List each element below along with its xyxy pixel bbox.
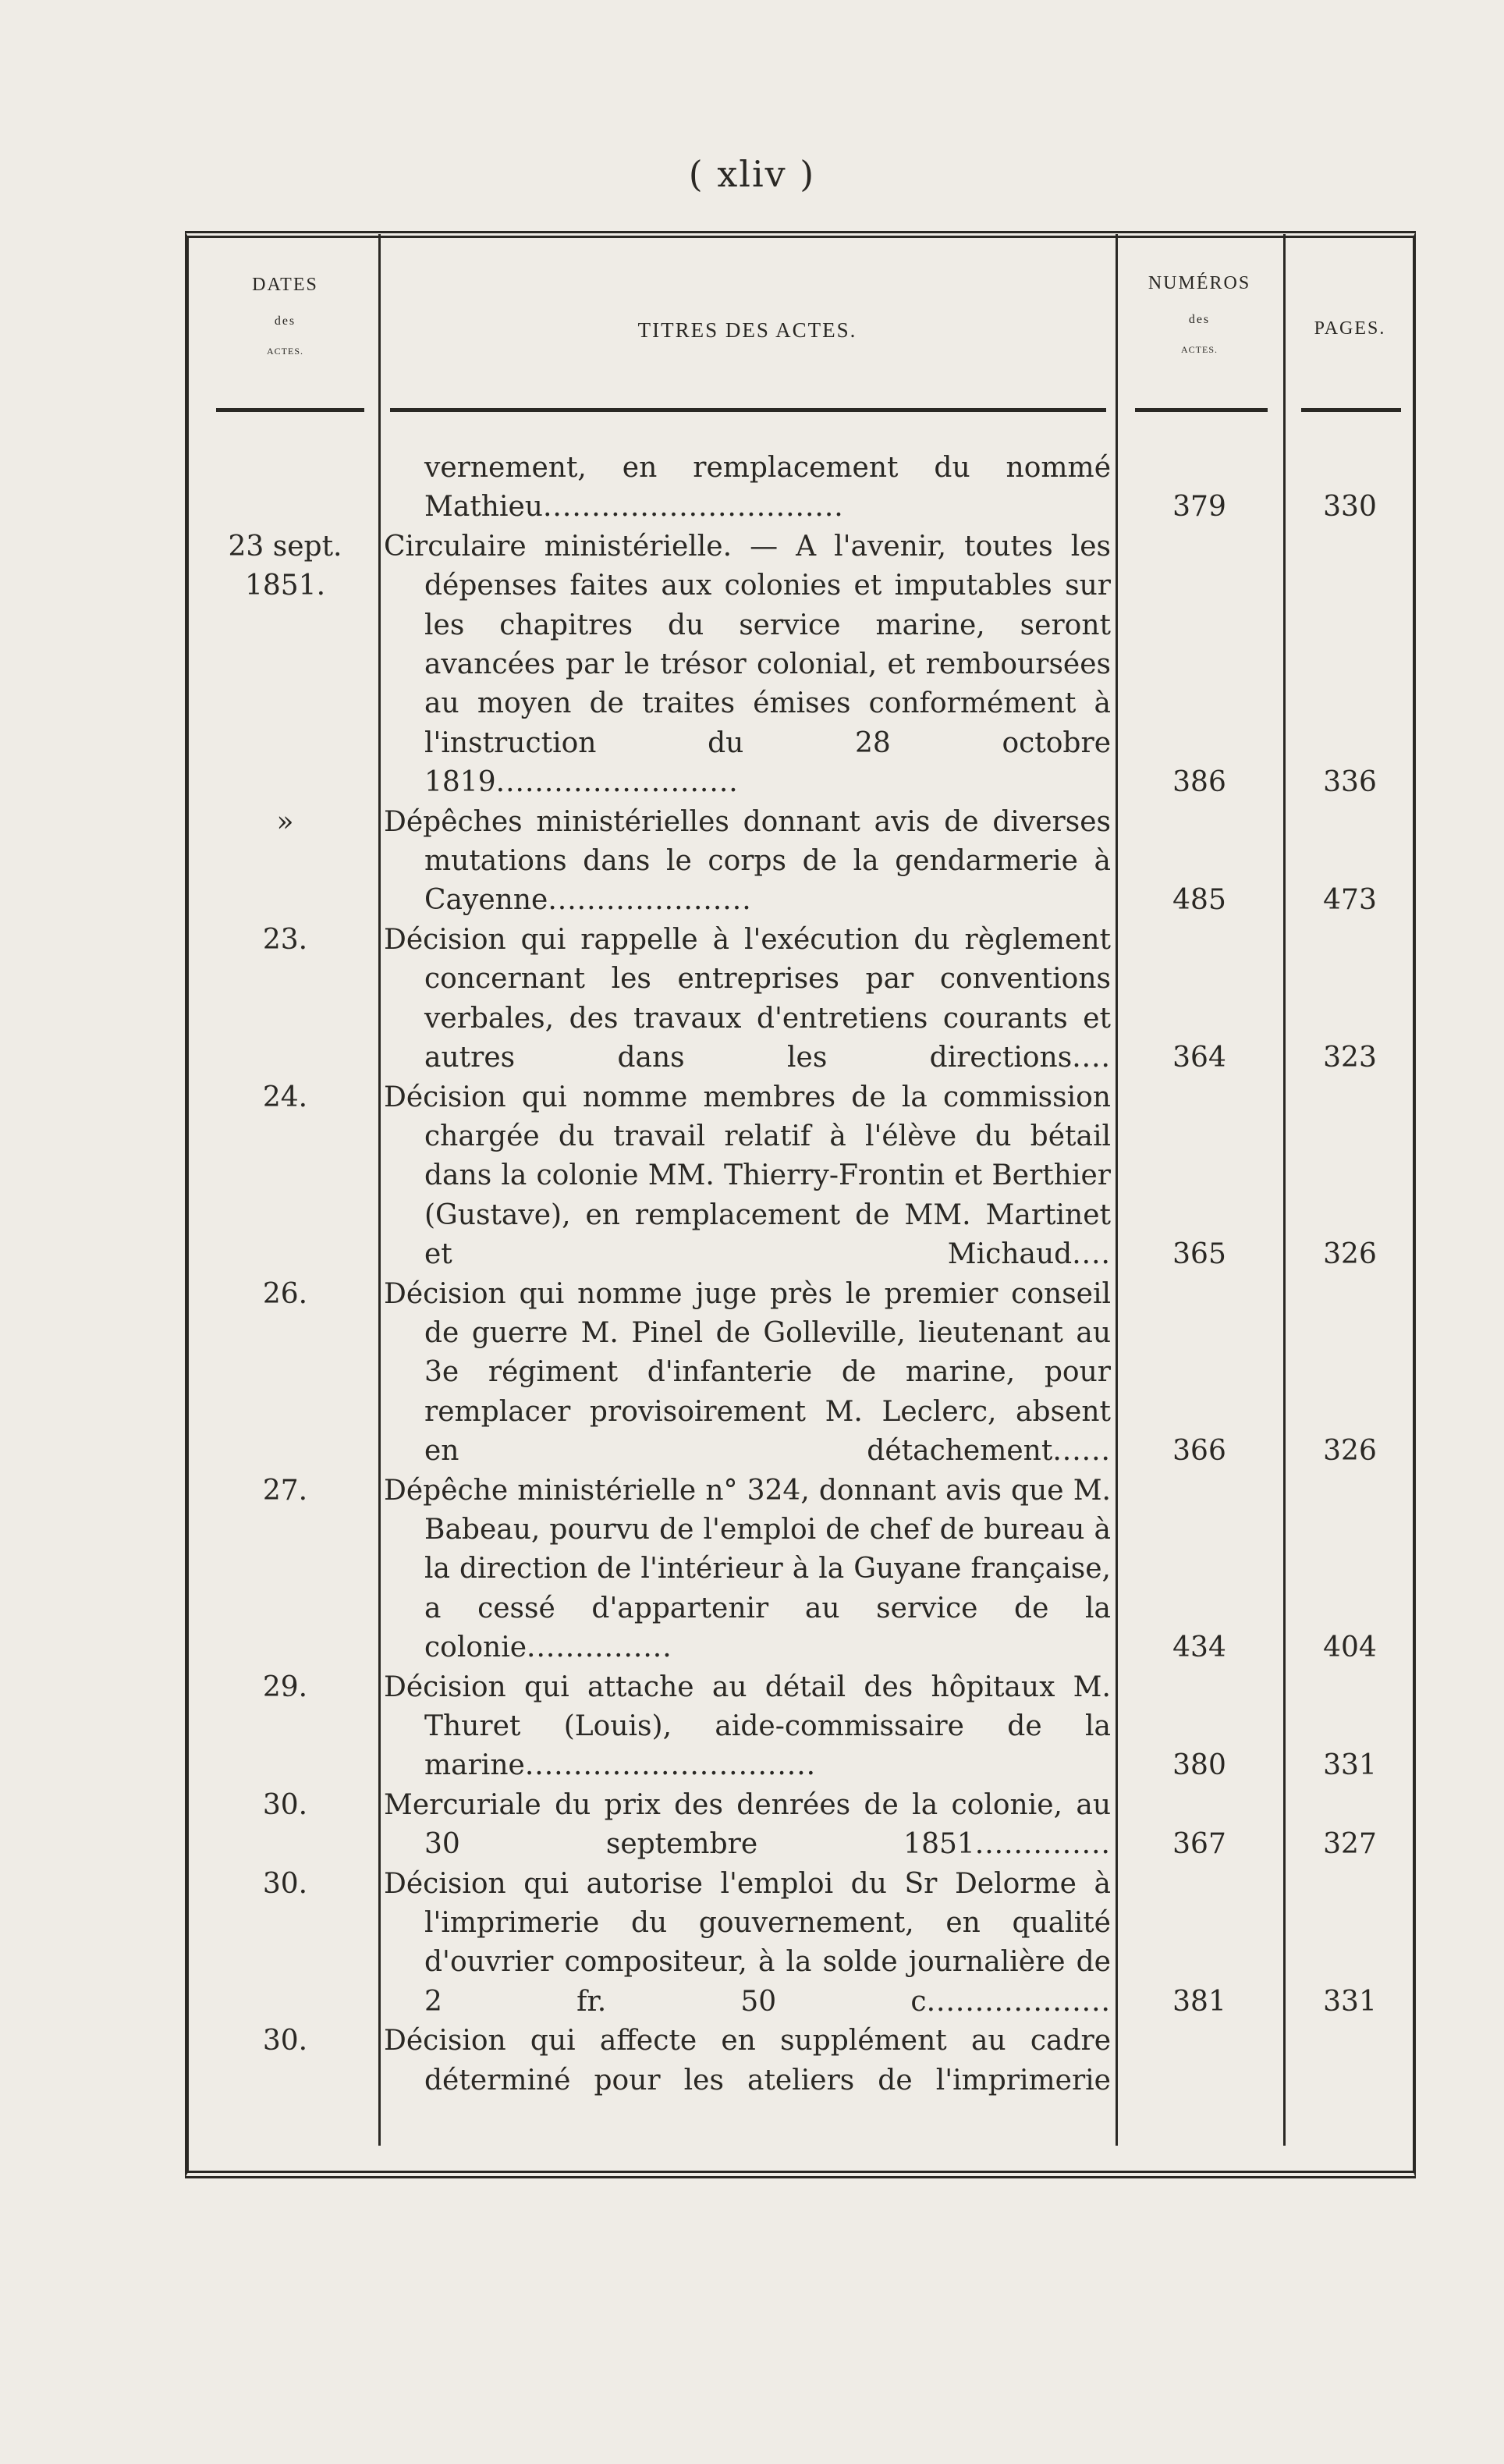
header-titles: TITRES DES ACTES. bbox=[637, 318, 857, 342]
entry-number: 365 bbox=[1172, 1238, 1226, 1271]
entry-page: 336 bbox=[1323, 766, 1377, 799]
entry-title bbox=[384, 1275, 1111, 1472]
entry-date: 30. bbox=[262, 1788, 308, 1821]
entry-date: 23 sept. 1851. bbox=[228, 530, 342, 602]
entry-number: 381 bbox=[1172, 1985, 1226, 2018]
entry-leader-dots: ............................... bbox=[542, 491, 844, 524]
entry-number: 485 bbox=[1172, 884, 1226, 917]
entry-title bbox=[384, 1865, 1111, 2022]
header-rule bbox=[1301, 408, 1401, 412]
header-dates bbox=[197, 275, 373, 357]
entry-date: 24. bbox=[262, 1081, 308, 1113]
entry-title bbox=[384, 803, 1111, 921]
header-rule bbox=[1135, 408, 1268, 412]
entry-leader-dots: ..................... bbox=[548, 884, 752, 917]
entry-page: 326 bbox=[1323, 1238, 1377, 1271]
list-item bbox=[0, 803, 1504, 921]
entry-date: 30. bbox=[262, 1867, 308, 1900]
entry-title-text: Dépêche ministérielle n° 324, donnant avis que M. Babeau, pourvu de l'emploi de chef de bureau à la direction de l'intérieur à la Guyane française, a cessé d'appartenir au service de la colonie bbox=[384, 1474, 1111, 1664]
entry-title-text: Décision qui rappelle à l'exécution du règlement concernant les entreprises par conventions verbales, des travaux d'entretiens courants et autres dans les directions bbox=[384, 923, 1111, 1074]
entry-leader-dots: ................... bbox=[926, 1985, 1111, 2018]
entry-title bbox=[384, 1668, 1111, 1786]
entry-page: 331 bbox=[1323, 1985, 1377, 2018]
entry-number: 367 bbox=[1172, 1828, 1226, 1861]
entry-date: 30. bbox=[262, 2025, 308, 2057]
header-numbers-line2: des bbox=[1188, 313, 1211, 326]
list-item bbox=[0, 1668, 1504, 1786]
page-number: ( xliv ) bbox=[688, 153, 816, 195]
entries-list bbox=[0, 449, 1504, 2100]
header-pages: PAGES. bbox=[1314, 318, 1386, 339]
entry-title-text: Mercuriale du prix des denrées de la colonie, au 30 septembre 1851 bbox=[384, 1788, 1111, 1861]
header-numbers-line1: NUMÉROS bbox=[1148, 273, 1251, 293]
header-dates-line1: DATES bbox=[252, 275, 318, 295]
list-item bbox=[0, 1275, 1504, 1472]
entry-leader-dots: .............. bbox=[974, 1828, 1111, 1861]
entry-number: 386 bbox=[1172, 766, 1226, 799]
list-item bbox=[0, 1786, 1504, 1865]
entry-page: 323 bbox=[1323, 1042, 1377, 1074]
list-item bbox=[0, 1078, 1504, 1275]
list-item bbox=[0, 449, 1504, 527]
header-rule bbox=[390, 408, 1106, 412]
entry-title-text: vernement, en remplacement du nommé Mathieu bbox=[424, 452, 1111, 524]
entry-date: » bbox=[276, 805, 294, 838]
header-dates-line2: des bbox=[274, 314, 296, 328]
entry-number: 379 bbox=[1172, 491, 1226, 524]
entry-leader-dots: ......................... bbox=[495, 766, 739, 799]
entry-leader-dots: ...... bbox=[1052, 1435, 1111, 1468]
entry-number: 364 bbox=[1172, 1042, 1226, 1074]
entry-date: 23. bbox=[262, 923, 308, 956]
entry-title-text: Décision qui nomme juge près le premier conseil de guerre M. Pinel de Golleville, lieutenant au 3e régiment d'infanterie de marine, pour remplacer provisoirement M. Leclerc, absent en détachement bbox=[384, 1277, 1111, 1468]
entry-title bbox=[384, 2022, 1111, 2100]
header-numbers bbox=[1119, 273, 1279, 356]
entry-date: 29. bbox=[262, 1670, 308, 1703]
header-rule bbox=[216, 408, 364, 412]
entry-title-text: Décision qui affecte en supplément au cadre déterminé pour les ateliers de l'imprimerie bbox=[384, 2025, 1111, 2097]
entry-leader-dots: .... bbox=[1072, 1042, 1111, 1074]
entry-number: 366 bbox=[1172, 1435, 1226, 1468]
entry-date: 26. bbox=[262, 1277, 308, 1310]
list-item bbox=[0, 1865, 1504, 2022]
entry-page: 327 bbox=[1323, 1828, 1377, 1861]
entry-page: 331 bbox=[1323, 1749, 1377, 1782]
header-dates-line3: ACTES. bbox=[266, 346, 303, 357]
entry-title bbox=[384, 921, 1111, 1078]
entry-leader-dots: .... bbox=[1072, 1238, 1111, 1271]
entry-leader-dots: ............... bbox=[527, 1631, 672, 1664]
entry-title bbox=[384, 527, 1111, 803]
entry-title bbox=[384, 449, 1111, 527]
entry-title bbox=[384, 1078, 1111, 1275]
entry-title-text: Dépêches ministérielles donnant avis de diverses mutations dans le corps de la gendarmerie à Cayenne bbox=[384, 805, 1111, 917]
list-item bbox=[0, 2022, 1504, 2100]
entry-title bbox=[384, 1472, 1111, 1668]
entry-date: 27. bbox=[262, 1474, 308, 1507]
list-item bbox=[0, 921, 1504, 1078]
entry-title-text: Circulaire ministérielle. — A l'avenir, toutes les dépenses faites aux colonies et imputables sur les chapitres du service marine, seront avancées par le trésor colonial, et remboursées au moyen de traites émises conformément à l'instruction du 28 octobre 1819 bbox=[384, 530, 1111, 799]
header-numbers-line3: ACTES. bbox=[1180, 344, 1218, 355]
entry-title-text: Décision qui autorise l'emploi du Sr Delorme à l'imprimerie du gouvernement, en qualité d'ouvrier compositeur, à la solde journalière de 2 fr. 50 c bbox=[384, 1867, 1111, 2018]
entry-title-text: Décision qui attache au détail des hôpitaux M. Thuret (Louis), aide-commissaire de la marine bbox=[384, 1670, 1111, 1782]
list-item bbox=[0, 527, 1504, 803]
entry-number: 380 bbox=[1172, 1749, 1226, 1782]
entry-title-text: Décision qui nomme membres de la commission chargée du travail relatif à l'élève du bétail dans la colonie MM. Thierry-Frontin et Berthier (Gustave), en remplacement de MM. Martinet et Michaud bbox=[384, 1081, 1111, 1271]
entry-page: 330 bbox=[1323, 491, 1377, 524]
entry-page: 326 bbox=[1323, 1435, 1377, 1468]
entry-leader-dots: .............................. bbox=[524, 1749, 817, 1782]
entry-number: 434 bbox=[1172, 1631, 1226, 1664]
list-item bbox=[0, 1472, 1504, 1668]
entry-title bbox=[384, 1786, 1111, 1865]
entry-page: 404 bbox=[1323, 1631, 1377, 1664]
entry-page: 473 bbox=[1323, 884, 1377, 917]
